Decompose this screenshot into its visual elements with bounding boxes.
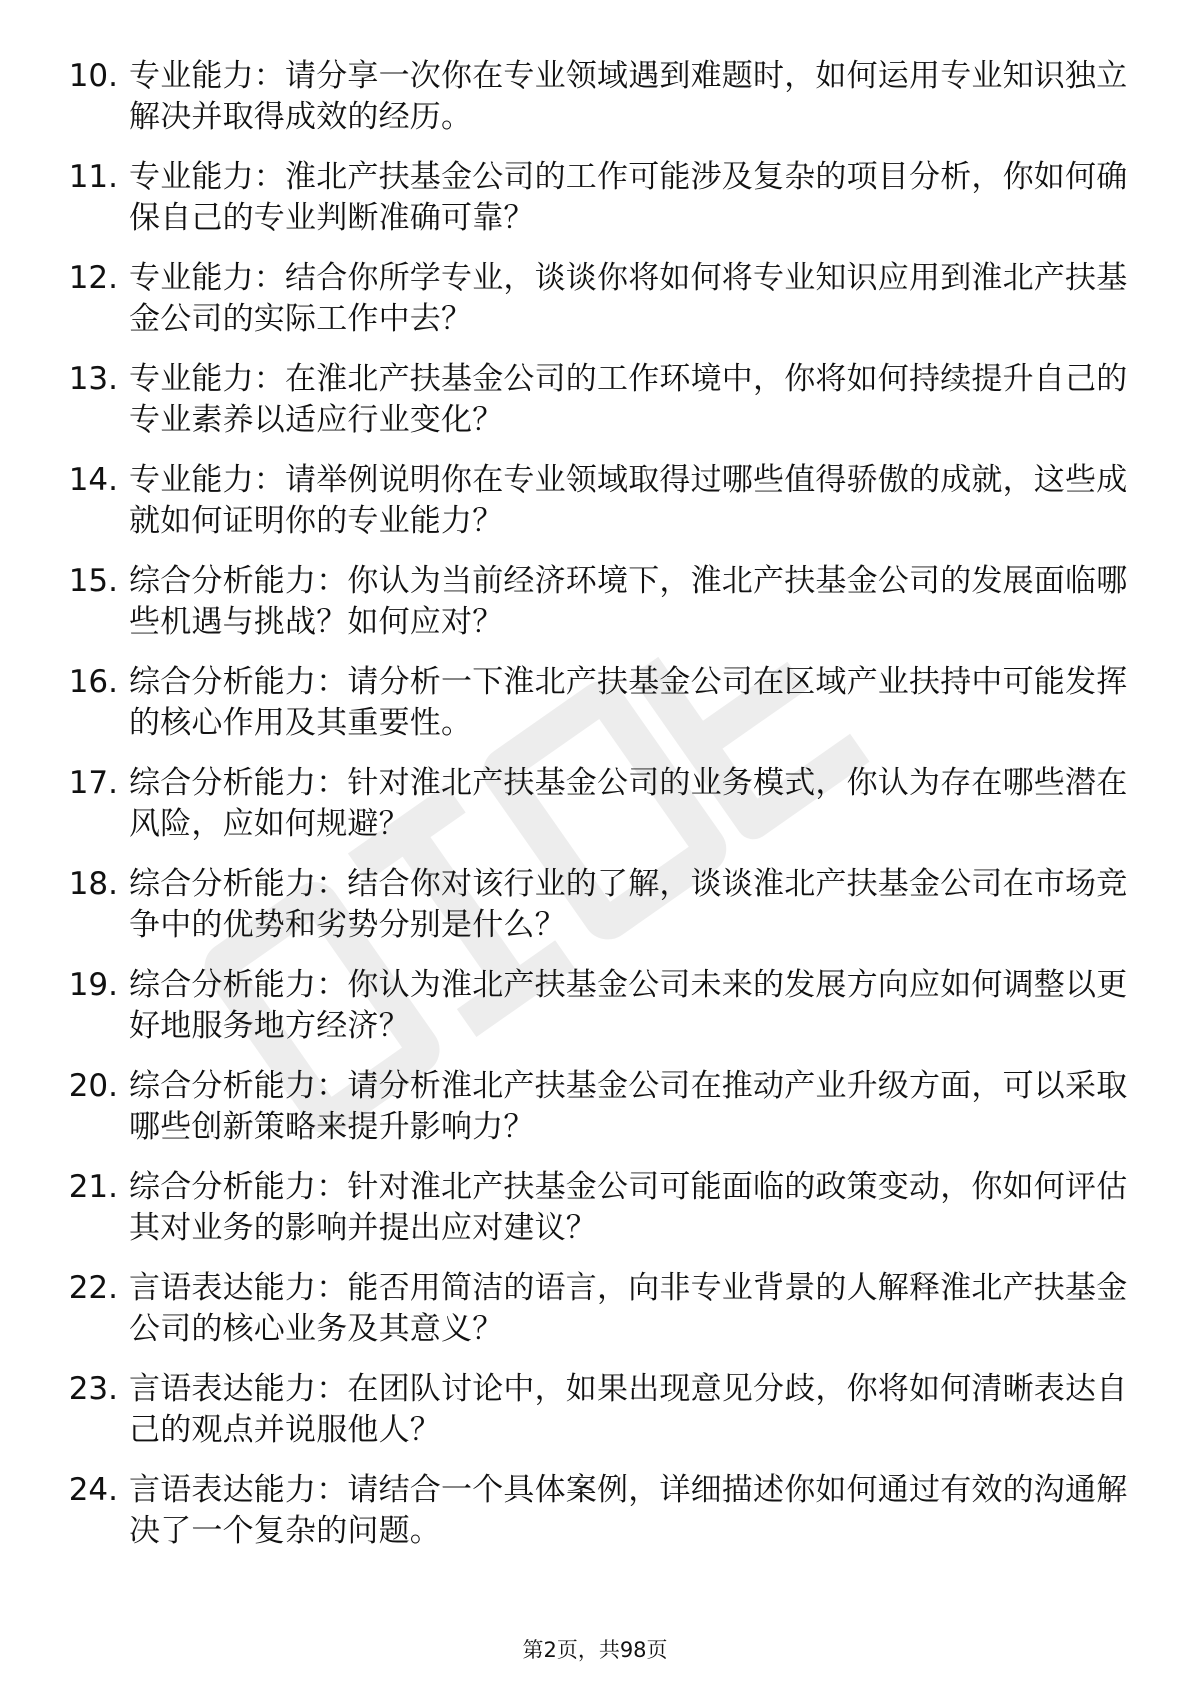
question-item [56,359,1136,460]
question-number: 19. [68,967,118,1003]
question-text: 言语表达能力：能否用简洁的语言，向非专业背景的人解释淮北产扶基金公司的核心业务及其意义？ [129,1270,1128,1347]
question-number: 21. [68,1169,118,1205]
question-item [56,763,1136,864]
question-item [56,1470,1136,1571]
question-item [56,1066,1136,1167]
question-number: 13. [68,361,118,397]
question-text: 专业能力：在淮北产扶基金公司的工作环境中，你将如何持续提升自己的专业素养以适应行业变化？ [129,361,1128,438]
question-text: 专业能力：请分享一次你在专业领域遇到难题时，如何运用专业知识独立解决并取得成效的经历。 [129,58,1128,135]
question-text: 专业能力：淮北产扶基金公司的工作可能涉及复杂的项目分析，你如何确保自己的专业判断准确可靠？ [129,159,1128,236]
question-item [56,662,1136,763]
question-item [56,1369,1136,1470]
question-item [56,1268,1136,1369]
question-text: 专业能力：结合你所学专业，谈谈你将如何将专业知识应用到淮北产扶基金公司的实际工作中去？ [129,260,1128,337]
question-text: 综合分析能力：你认为淮北产扶基金公司未来的发展方向应如何调整以更好地服务地方经济？ [129,967,1128,1044]
question-text: 言语表达能力：请结合一个具体案例，详细描述你如何通过有效的沟通解决了一个复杂的问题。 [129,1472,1128,1549]
question-number: 16. [68,664,118,700]
question-item [56,864,1136,965]
question-text: 综合分析能力：你认为当前经济环境下，淮北产扶基金公司的发展面临哪些机遇与挑战？如何应对？ [129,563,1128,640]
question-number: 11. [68,159,118,195]
question-number: 14. [68,462,118,498]
question-text: 专业能力：请举例说明你在专业领域取得过哪些值得骄傲的成就，这些成就如何证明你的专业能力？ [129,462,1128,539]
question-list [56,56,1136,1571]
question-number: 18. [68,866,118,902]
question-text: 综合分析能力：请分析一下淮北产扶基金公司在区域产业扶持中可能发挥的核心作用及其重要性。 [129,664,1128,741]
question-number: 22. [68,1270,118,1306]
question-text: 综合分析能力：结合你对该行业的了解，谈谈淮北产扶基金公司在市场竞争中的优势和劣势分别是什么？ [129,866,1128,943]
question-text: 综合分析能力：请分析淮北产扶基金公司在推动产业升级方面，可以采取哪些创新策略来提升影响力？ [129,1068,1128,1145]
question-item [56,965,1136,1066]
question-number: 23. [68,1371,118,1407]
question-number: 12. [68,260,118,296]
page-footer: 第2页，共98页 [522,1638,668,1662]
question-number: 20. [68,1068,118,1104]
question-text: 综合分析能力：针对淮北产扶基金公司可能面临的政策变动，你如何评估其对业务的影响并提出应对建议？ [129,1169,1128,1246]
question-number: 17. [68,765,118,801]
question-number: 15. [68,563,118,599]
question-text: 言语表达能力：在团队讨论中，如果出现意见分歧，你将如何清晰表达自己的观点并说服他人？ [129,1371,1128,1448]
question-item [56,460,1136,561]
question-number: 10. [68,58,118,94]
question-text: 综合分析能力：针对淮北产扶基金公司的业务模式，你认为存在哪些潜在风险，应如何规避？ [129,765,1128,842]
question-item [56,561,1136,662]
question-item [56,157,1136,258]
question-number: 24. [68,1472,118,1508]
question-item [56,258,1136,359]
question-item [56,1167,1136,1268]
question-item [56,56,1136,157]
